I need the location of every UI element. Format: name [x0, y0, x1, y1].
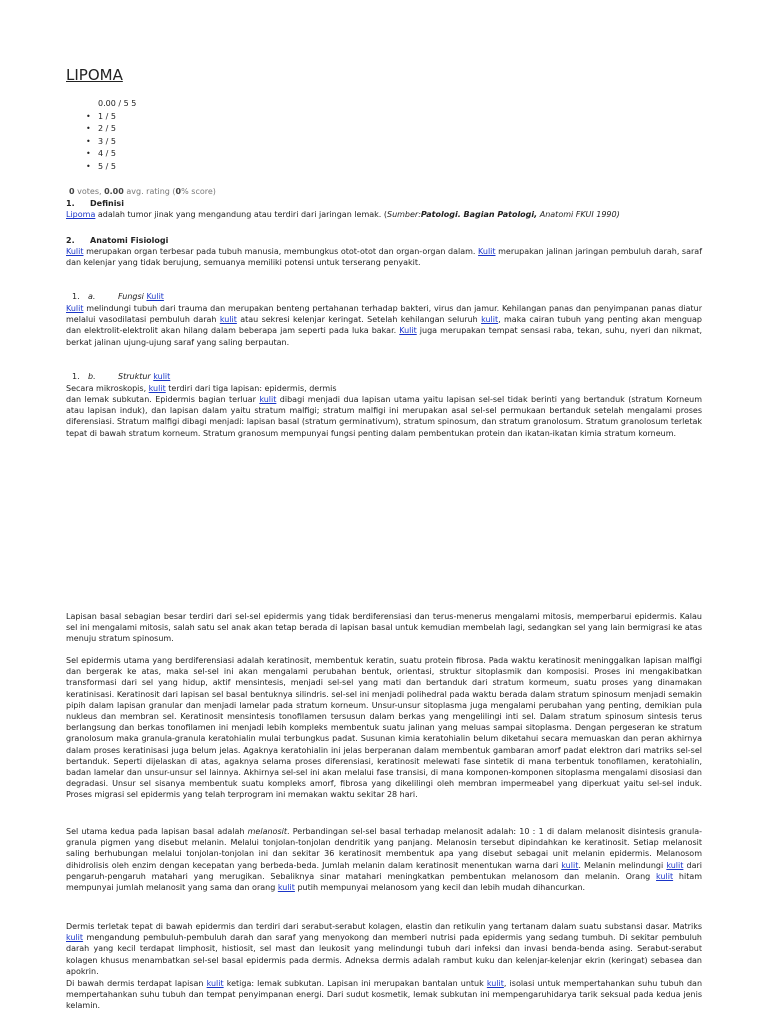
section-anatomi [66, 235, 702, 269]
link-kulit[interactable]: Kulit [66, 304, 84, 313]
rating-summary: 0.00 / 5 5 [98, 99, 137, 108]
bullet-icon: • [86, 111, 91, 121]
subheading-fungsi: 1. a. Fungsi Kulit [72, 292, 164, 301]
rating-stats: 0 votes, 0.00 avg. rating (0% score) [69, 187, 216, 196]
link-kulit[interactable]: kulit [153, 372, 171, 381]
link-kulit[interactable]: kulit [206, 979, 224, 988]
rating-option-3[interactable]: • 3 / 5 [98, 136, 136, 149]
link-kulit[interactable]: kulit [561, 860, 579, 870]
anatomi-text: Kulit merupakan organ terbesar pada tubuh manusia, membungkus otot-otot dan organ-organ dalam. Kulit merupakan jalinan jaringan pembuluh darah, saraf dan kelenjar yang tidak berujung, semuanya memiliki potensi untuk terserang penyakit. [66, 247, 703, 268]
page-title: LIPOMA [66, 66, 123, 84]
link-kulit[interactable]: kulit [66, 933, 84, 943]
paragraph-subkutan: Di bawah dermis terdapat lapisan kulit ketiga: lemak subkutan. Lapisan ini merupakan bantalan untuk kulit, isolasi untuk mempertahankan suhu tubuh dan mempertahankan suhu tubuh dan tempat penyimpanan energi. Dari sudut kosmetik, lemak subkutan ini mempengaruhidarya tarik seksual pada kedua jenis kelamin. [66, 979, 703, 1011]
link-kulit[interactable]: kulit [148, 384, 166, 393]
link-kulit[interactable]: Kulit [66, 247, 84, 257]
paragraph-basal: Lapisan basal sebagian besar terdiri dari sel-sel epidermis yang tidak berdiferensiasi dan terus-menerus mengalami mitosis, memperbarui epidermis. Kalau sel ini mengalami mitosis, salah satu sel anak akan tetap berada di lapisan basal untuk kemudian membelah lagi, sedangkan sel yang lain bermigrasi ke atas menuju stratum spinosum. [66, 612, 702, 644]
paragraph-keratinosit: Sel epidermis utama yang berdiferensiasi adalah keratinosit, membentuk keratin, suatu protein fibrosa. Pada waktu keratinosit meninggalkan lapisan malfigi dan bergerak ke atas, maka sel-sel ini akan mengalami perubahan bentuk, orientasi, struktur sitoplasmik dan komposisi. Proses ini mengakibatkan transformasi dari sel yang hidup, aktif mensintesis, menjadi sel-sel yang mati dan bertanduk dari stratum kormeum, suatu proses yang dinamakan keratinisasi. Keratinosit dari lapisan sel basal bentuknya silindris. sel-sel ini menjadi polihedral pada waktu berada dalam stratum spinosum menjadi semakin pipih dalam lapisan granular dan menjadi lamelar pada stratum korneum. Unsur-unsur sitoplasma juga mengalami perubahan yang penting, demikian pula nukleus dan membran sel. Keratinosit mensintesis tonofilamen tersusun dalam berkas yang mengelilingi inti sel. Dalam stratum spinosum sintesis terus berlangsung dan berkas tonofilamen ini menjadi lebih kompleks membentuk suatu jalinan yang meluas sampai sitoplasma. Dengan pergeseran ke stratum granolosum maka granula-granula keratohialin mulai terbungkus padat. Susunan kimia keratohialin belum diketahui secara memuaskan dan peran akhirnya dalam proses keratinisasi juga belum jelas. Agaknya keratohialin ini jelas berperanan dalam membentuk gambaran amorf padat elektron dari matriks sel-sel bertanduk. Seperti dijelaskan di atas, agaknya selama proses diferensiasi, keratinosit melewati fase sintetik di mana terbentuk tonofilamen, keratohialin, badan lamelar dan unsur-unsur sel lainnya. Akhirnya sel-sel ini akan melalui fase transisi, di mana komponen-komponen sitoplasma mengalami disosiasi dan degradasi. Unsur sel sisanya membentuk suatu kompleks amorf, fibrosa yang dikelilingi oleh membran impermeabel yang diperkuat yaitu sel-sel induk. Proses migrasi sel epidermis yang telah terprogram ini memakan waktu sekitar 28 hari. [66, 656, 702, 800]
struktur-line1: Secara mikroskopis, kulit terdiri dari tiga lapisan: epidermis, dermis [66, 384, 337, 393]
fungsi-paragraph: Kulit melindungi tubuh dari trauma dan merupakan benteng pertahanan terhadap bakteri, virus dan jamur. Kehilangan panas dan penyimpanan panas diatur melalui vasodilatasi pembuluh darah kulit atau sekresi kelenjar keringat. Setelah kehilangan seluruh kulit, maka cairan tubuh yang penting akan menguap dan elektrolit-elektrolit akan hilang dalam beberapa jam seperti pada luka bakar. Kulit juga merupakan tempat sensasi raba, tekan, suhu, nyeri dan nikmat, berkat jalinan ujung-ujung saraf yang saling berpautan. [66, 304, 703, 347]
rating-option-5[interactable]: • 5 / 5 [98, 161, 136, 174]
bullet-icon: • [86, 136, 91, 146]
struktur-paragraph: dan lemak subkutan. Epidermis bagian terluar kulit dibagi menjadi dua lapisan utama yaitu lapisan sel-sel tidak berinti yang bertanduk (stratum Korneum atau lapisan induk), dan lapisan dalam yaitu stratum malfigi; stratum malfigi ini merupakan asal sel-sel permukaan bertanduk setelah mengalami proses diferensiasi. Stratum malfigi dibagi menjadi: lapisan basal (stratum germinativum), stratum spinosum, dan stratum granolosum. Stratum granolosum terletak tepat di bawah stratum korneum. Stratum granosum mempunyai fungsi penting dalam pembentukan protein dan ikatan-ikatan kimia stratum korneum. [66, 395, 702, 438]
definisi-text: Lipoma adalah tumor jinak yang mengandung atau terdiri dari jaringan lemak. (Sumber:Patologi. Bagian Patologi, Anatomi FKUI 1990) [66, 210, 620, 220]
rating-widget [86, 98, 137, 173]
link-kulit[interactable]: kulit [481, 315, 499, 325]
paragraph-dermis: Dermis terletak tepat di bawah epidermis dan terdiri dari serabut-serabut kolagen, elastin dan retikulin yang tertanam dalam suatu substansi dasar. Matriks kulit mengandung pembuluh-pembuluh darah dan saraf yang menyokong dan memberi nutrisi pada epidermis yang sedang tumbuh. Di sekitar pembuluh darah yang kecil terdapat limphosit, histiosit, sel mast dan leukosit yang melindungi tubuh dari infeksi dan invasi benda-benda asing. Serabut-serabut kolagen khusus menambatkan sel-sel basal epidermis pada dermis. Adneksa dermis adalah rambut kuku dan kelenjar-kelenjar ekrin (keringat) sebasea dan apokrin. [66, 922, 703, 976]
link-kulit[interactable]: kulit [277, 883, 295, 893]
section-definisi [66, 198, 702, 220]
link-kulit[interactable]: Kulit [399, 326, 417, 336]
section-heading: 1. Definisi [66, 199, 124, 208]
link-kulit[interactable]: Kulit [478, 247, 496, 257]
link-kulit[interactable]: kulit [219, 315, 237, 325]
link-kulit[interactable]: kulit [486, 979, 504, 988]
bullet-icon: • [86, 161, 91, 171]
link-kulit[interactable]: kulit [259, 395, 277, 404]
rating-option-2[interactable]: • 2 / 5 [98, 123, 136, 136]
rating-option-4[interactable]: • 4 / 5 [98, 148, 136, 161]
paragraph-melanosit: Sel utama kedua pada lapisan basal adalah melanosit. Perbandingan sel-sel basal terhadap melanosit adalah: 10 : 1 di dalam melanosit disintesis granula-granula pigmen yang disebut melanin. Melalui tonjolan-tonjolan dendritik yang panjang. Melanosin tersebut dipindahkan ke keratinosit. Setiap melanosit saling berhubungan melalui tonjolan-tonjolan ini dan sekitar 36 keratinosit membentuk apa yang disebut sebagai unit melanin epidermis. Melanosom dihidrolisis oleh enzim dengan kecepatan yang berbeda-beda. Jumlah melanin dalam keratinosit menentukan warna dari kulit. Melanin melindungi kulit dari pengaruh-pengaruh matahari yang merugikan. Sebaliknya sinar matahari meningkatkan pembentukan melanosom dan melanin. Orang kulit hitam mempunyai jumlah melanosit yang sama dan orang kulit putih mempunyai melanosom yang kecil dan lebih mudah dihancurkan. [66, 827, 703, 893]
bullet-icon: • [86, 149, 91, 158]
section-heading: 2. Anatomi Fisiologi [66, 236, 169, 245]
link-kulit[interactable]: kulit [656, 871, 674, 881]
link-lipoma[interactable]: Lipoma [66, 210, 96, 220]
subheading-struktur: 1. b. Struktur kulit [72, 372, 171, 381]
link-kulit[interactable]: Kulit [146, 292, 164, 301]
bullet-icon: • [86, 124, 91, 133]
link-kulit[interactable]: kulit [666, 860, 684, 870]
rating-option-1[interactable]: • 1 / 5 [98, 111, 136, 124]
